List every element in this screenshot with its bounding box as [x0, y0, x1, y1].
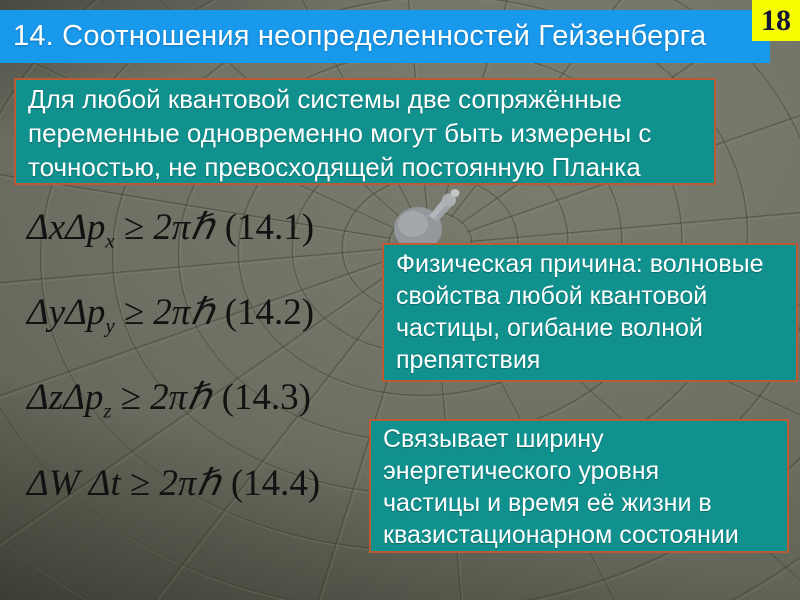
formula-14-3: [27, 375, 311, 423]
formula-subscript: z: [103, 398, 112, 423]
formula-subscript: x: [105, 228, 115, 253]
formula-expression: ΔxΔp: [27, 207, 106, 248]
formula-number: (14.4): [230, 463, 321, 504]
formula-bound: ≥ 2πℏ: [123, 207, 214, 248]
definition-box: Для любой квантовой системы две сопряжённые переменные одновременно могут быть измерены с точностью, не превосходящей постоянную Планка: [14, 78, 716, 185]
formula-14-1: [27, 205, 315, 253]
formula-number: (14.1): [224, 207, 315, 248]
formula-expression: ΔyΔp: [27, 292, 106, 333]
formula-expression: ΔzΔp: [27, 377, 104, 418]
title-bar: [0, 10, 770, 63]
physical-reason-box: Физическая причина: волновые свойства любой квантовой частицы, огибание волной препятствия: [382, 243, 798, 382]
energy-lifetime-box: Связывает ширину энергетического уровня частицы и время её жизни в квазистационарном состоянии: [369, 419, 789, 553]
formula-bound: ≥ 2πℏ: [120, 377, 211, 418]
formula-bound: ≥ 2πℏ: [123, 292, 214, 333]
page-number-badge: 18: [752, 0, 800, 41]
formula-subscript: y: [105, 313, 115, 338]
formula-14-4: [27, 461, 320, 505]
formula-expression: ΔW Δt: [27, 463, 121, 504]
formula-number: (14.2): [224, 292, 315, 333]
formula-14-2: [27, 290, 315, 338]
formula-number: (14.3): [221, 377, 311, 418]
formula-bound: ≥ 2πℏ: [129, 463, 220, 504]
slide-title: 14. Соотношения неопределенностей Гейзенберга: [13, 20, 707, 52]
